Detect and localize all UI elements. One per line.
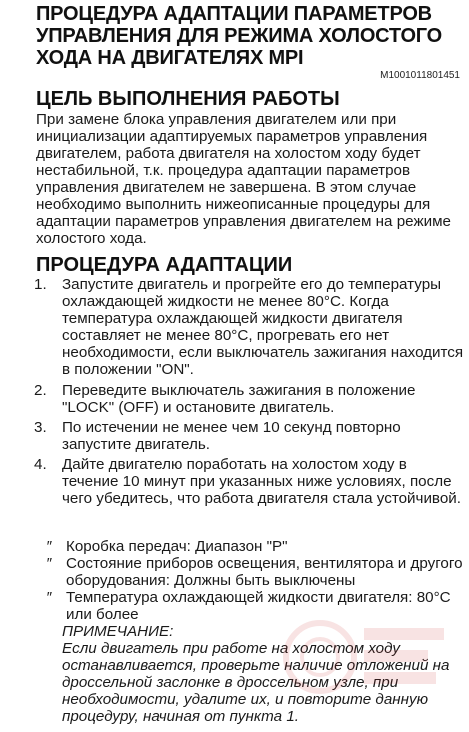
procedure-step <box>34 276 464 379</box>
conditions-list <box>46 538 464 623</box>
bullet-mark: ″ <box>46 589 52 607</box>
condition-item <box>46 538 464 555</box>
condition-text: Состояние приборов освещения, вентилятора и другого оборудования: Должны быть выключены <box>66 555 463 590</box>
note-block <box>62 623 464 725</box>
bullet-mark: ″ <box>46 555 52 573</box>
step-text: По истечении не менее чем 10 секунд повторно запустите двигатель. <box>62 418 401 453</box>
condition-text: Температура охлаждающей жидкости двигателя: 80°C или более <box>66 589 451 624</box>
procedure-steps <box>34 276 464 510</box>
step-text: Дайте двигателю поработать на холостом ходу в течение 10 минут при указанных ниже условиях, после чего убедитесь, что работа двигателя стала устойчивой. <box>62 455 461 508</box>
condition-text: Коробка передач: Диапазон "P" <box>66 538 288 555</box>
procedure-heading: ПРОЦЕДУРА АДАПТАЦИИ <box>36 254 293 276</box>
condition-item <box>46 555 464 589</box>
step-number: 2. <box>34 381 47 399</box>
procedure-step <box>34 456 464 507</box>
note-text: Если двигатель при работе на холостом ходу останавливается, проверьте наличие отложений на дроссельной заслонке в дроссельном узле, при необходимости, удалите их, и повторите данную процедуру, начиная от пункта 1. <box>62 640 450 725</box>
bullet-mark: ″ <box>46 538 52 555</box>
purpose-heading: ЦЕЛЬ ВЫПОЛНЕНИЯ РАБОТЫ <box>36 88 340 110</box>
step-number: 1. <box>34 276 47 293</box>
purpose-paragraph: При замене блока управления двигателем или при инициализации адаптируемых параметров управления двигателем, работа двигателя на холостом ходу будет нестабильной, т.к. процедура адаптации параметров управления двигателем не завершена. В этом случае необходимо выполнить нижеописанные процедуры для адаптации параметров управления двигателем на режиме холостого хода. <box>36 111 451 247</box>
note-label: ПРИМЕЧАНИЕ: <box>62 623 174 640</box>
step-number: 4. <box>34 455 47 473</box>
step-number: 3. <box>34 418 47 436</box>
step-text: Запустите двигатель и прогрейте его до температуры охлаждающей жидкости не менее 80°C. Когда температура охлаждающей жидкости двигателя составляет не менее 80°C, прогревать его нет необходимости, если выключатель зажигания находится в положении "ON". <box>62 276 464 379</box>
step-text: Переведите выключатель зажигания в положение "LOCK" (OFF) и остановите двигатель. <box>62 381 416 416</box>
document-code: M1001011801451 <box>380 70 460 81</box>
document-title: ПРОЦЕДУРА АДАПТАЦИИ ПАРАМЕТРОВ УПРАВЛЕНИЯ ДЛЯ РЕЖИМА ХОЛОСТОГО ХОДА НА ДВИГАТЕЛЯХ MPI <box>36 3 443 69</box>
condition-item <box>46 589 464 623</box>
procedure-step <box>34 382 464 416</box>
procedure-step <box>34 419 464 453</box>
